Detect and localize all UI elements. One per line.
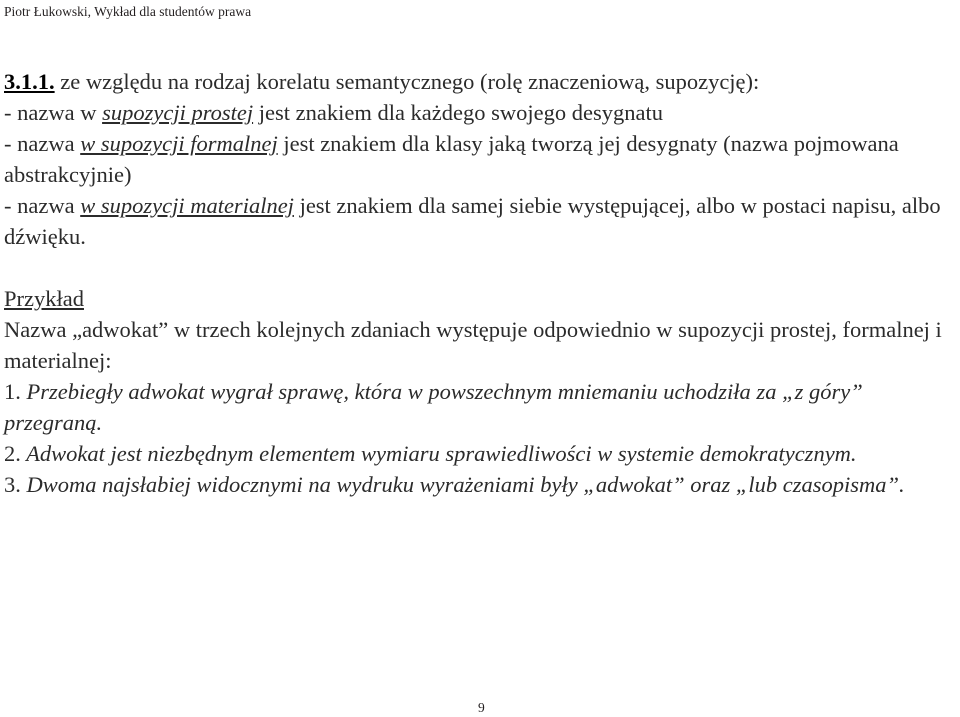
spacer xyxy=(4,252,954,283)
section-intro xyxy=(4,66,954,97)
sentence-number: 1. xyxy=(4,379,21,404)
item-text: jest znakiem dla samej siebie występującej, albo w postaci napisu, albo dźwięku. xyxy=(4,193,941,249)
list-item xyxy=(4,97,954,128)
sentence-text: Adwokat jest niezbędnym elementem wymiaru sprawiedliwości w systemie demokratycznym. xyxy=(20,441,857,466)
section-number: 3.1.1. xyxy=(4,69,55,94)
example-heading-text: Przykład xyxy=(4,286,84,311)
item-prefix: - nazwa xyxy=(4,131,81,156)
section-intro-text: ze względu na rodzaj korelatu semantycznego (rolę znaczeniową, supozycję): xyxy=(54,69,760,94)
list-item xyxy=(4,190,954,252)
item-term: w supozycji formalnej xyxy=(80,131,278,156)
example-intro: Nazwa „adwokat” w trzech kolejnych zdaniach występuje odpowiednio w supozycji prostej, formalnej i materialnej: xyxy=(4,317,942,373)
sentence-text: Przebiegły adwokat wygrał sprawę, która w powszechnym mniemaniu uchodziła za „z góry” przegraną. xyxy=(4,379,863,435)
sentence-number: 2. xyxy=(4,441,21,466)
running-header: Piotr Łukowski, Wykład dla studentów prawa xyxy=(4,4,252,19)
sentence-number: 3. xyxy=(4,472,21,497)
item-term: w supozycji materialnej xyxy=(80,193,294,218)
list-item xyxy=(4,128,954,190)
example-sentence xyxy=(4,469,954,500)
item-prefix: - nazwa xyxy=(4,193,81,218)
item-text: jest znakiem dla klasy jaką tworzą jej desygnaty (nazwa pojmowana abstrakcyjnie) xyxy=(4,131,899,187)
item-text: jest znakiem dla każdego swojego desygnatu xyxy=(253,100,663,125)
example-heading xyxy=(4,283,954,314)
page-number: 9 xyxy=(478,700,485,715)
item-term: supozycji prostej xyxy=(102,100,254,125)
example-sentence xyxy=(4,376,954,438)
sentence-text: Dwoma najsłabiej widocznymi na wydruku wyrażeniami były „adwokat” oraz „lub czasopisma”. xyxy=(20,472,905,497)
example-sentence xyxy=(4,438,954,469)
page-content xyxy=(4,66,954,500)
item-prefix: - nazwa w xyxy=(4,100,103,125)
